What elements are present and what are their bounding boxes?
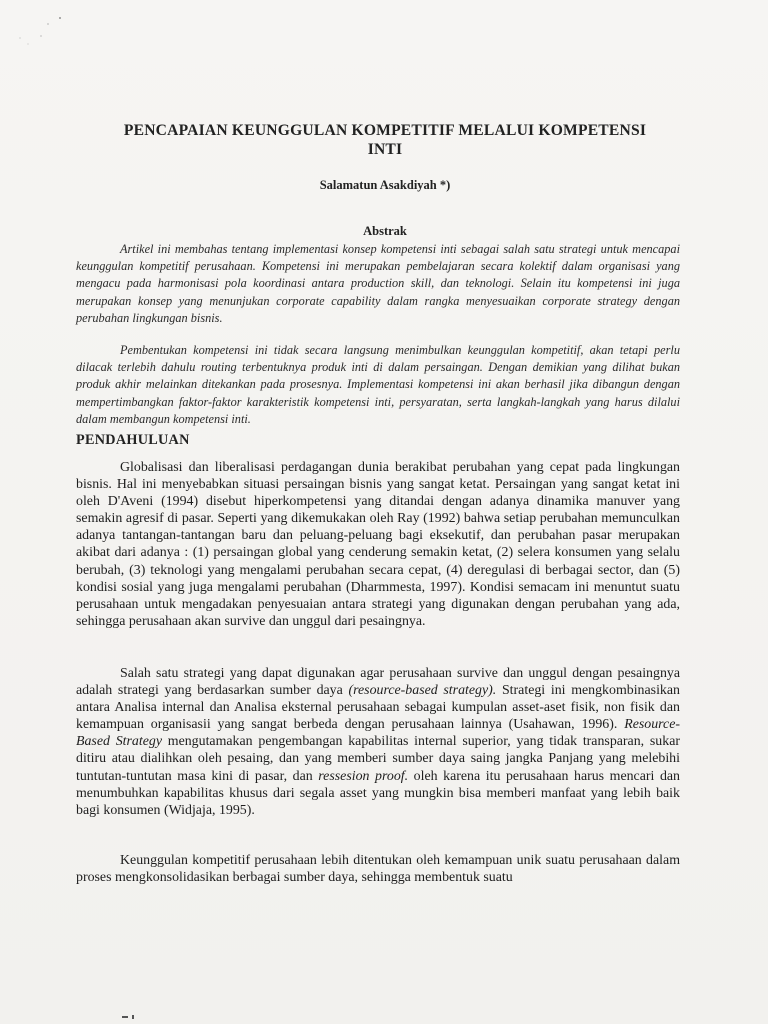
author-name: Salamatun Asakdiyah *) — [319, 178, 451, 192]
body-text-2c: Strategi ini mengkombinasikan antara Analisa internal dan Analisa eksternal perusahaan sebagai kumpulan asset-aset fisik, non fisik dan kemampuan organisasii yang sangat berbeda dengan perusahaan lainnya (Usahawan, 1996). — [76, 683, 680, 733]
paper-title — [60, 121, 710, 159]
body-paragraph-3 — [76, 852, 680, 886]
abstract-text-1: Artikel ini membahas tentang implementasi konsep kompetensi inti sebagai salah satu strategi untuk mencapai keunggulan kompetitif perusahaan. Kompetensi ini merupakan pembelajaran secara kolektif dalam organisasi yang mengacu pada harmonisasi pola koordinasi antara production skill, dan teknologi. Selain itu kompetensi ini juga merupakan konsep yang menunjukan corporate capability dalam rangka menyesuaikan corporate strategy dengan perubahan lingkungan bisnis. — [76, 242, 680, 325]
abstract-heading: Abstrak — [363, 224, 407, 238]
body-text-2a: Salah satu strategi yang dapat digunakan agar perusahaan survive dan unggul dengan pesaingnya adalah strategi yang berdasarkan sumber daya — [76, 666, 680, 699]
scan-speck-marks — [8, 14, 68, 54]
abstract-text-2: Pembentukan kompetensi ini tidak secara langsung menimbulkan keunggulan kompetitif, akan tetapi perlu dilacak terlebih dahulu routing terbentuknya produk inti di dalam persaingan. Dengan demikian yang dilihat bukan produk akhir melainkan ditekankan pada prosesnya. Implementasi kompetensi ini akan berhasil jika dibangun dengan mempertimbangkan faktor-faktor karakteristik kompetensi inti, persyaratan, serta langkah-langkah yang harus dilalui dalam membangun kompetensi inti. — [76, 343, 680, 426]
abstract-paragraph-1 — [76, 241, 680, 327]
body-text-3: Keunggulan kompetitif perusahaan lebih ditentukan oleh kemampuan unik suatu perusahaan dalam proses mengkonsolidasikan berbagai sumber daya, sehingga membentuk suatu — [76, 853, 680, 886]
paper-title-line2: INTI — [367, 141, 403, 158]
body-text-1: Globalisasi dan liberalisasi perdagangan dunia berakibat perubahan yang cepat pada lingkungan bisnis. Hal ini menyebabkan situasi persaingan bisnis yang sangat ketat. Persaingan yang sangat ketat ini oleh D'Aveni (1994) disebut hiperkompetensi yang ditandai dengan adanya dinamika manuver yang semakin agresif di pasar. Seperti yang dikemukakan oleh Ray (1992) bahwa setiap perubahan memunculkan adanya tantangan-tantangan baru dan peluang-peluang bagi eksekutif, dan perubahan pasar merupakan akibat dari adanya : (1) persaingan global yang cenderung semakin ketat, (2) selera konsumen yang selalu berubah, (3) teknologi yang mengalami perubahan secara cepat, (4) deregulasi di berbagai sector, dan (5) kondisi sosial yang juga mengalami perubahan (Dharmmesta, 1997). Kondisi semacam ini menuntut suatu perusahaan untuk mengadakan penyesuaian antara strategi yang digunakan dengan perubahan yang ada, sehingga perusahaan akan survive dan unggul dari pesaingnya. — [76, 460, 680, 629]
body-paragraph-1 — [76, 459, 680, 630]
body-text-2e: mengutamakan pengembangan kapabilitas internal superior, yang tidak transparan, sukar ditiru atau dialihkan oleh pesaing, dan yang memberi sumber daya saing jangka Panjang yang melebihi tuntutan-tuntutan masa kini di pasar, dan — [76, 734, 680, 784]
paper-title-line1: PENCAPAIAN KEUNGGULAN KOMPETITIF MELALUI KOMPETENSI — [123, 122, 647, 139]
body-paragraph-2 — [76, 665, 680, 819]
body-text-2g: oleh karena itu perusahaan harus mencari dan menumbuhkan kapabilitas khusus dari segala asset yang mungkin bisa memberi manfaat yang lebih baik bagi konsumen (Widjaja, 1995). — [76, 768, 680, 818]
body-text-2d-italic: Resource-Based Strategy — [76, 717, 680, 750]
section-heading-pendahuluan: PENDAHULUAN — [76, 432, 190, 448]
abstract-paragraph-2 — [76, 342, 680, 428]
body-text-2f-italic: ressesion proof. — [318, 768, 409, 784]
scan-bottom-mark — [120, 1014, 144, 1020]
body-text-2b-italic: (resource-based strategy). — [348, 683, 497, 699]
